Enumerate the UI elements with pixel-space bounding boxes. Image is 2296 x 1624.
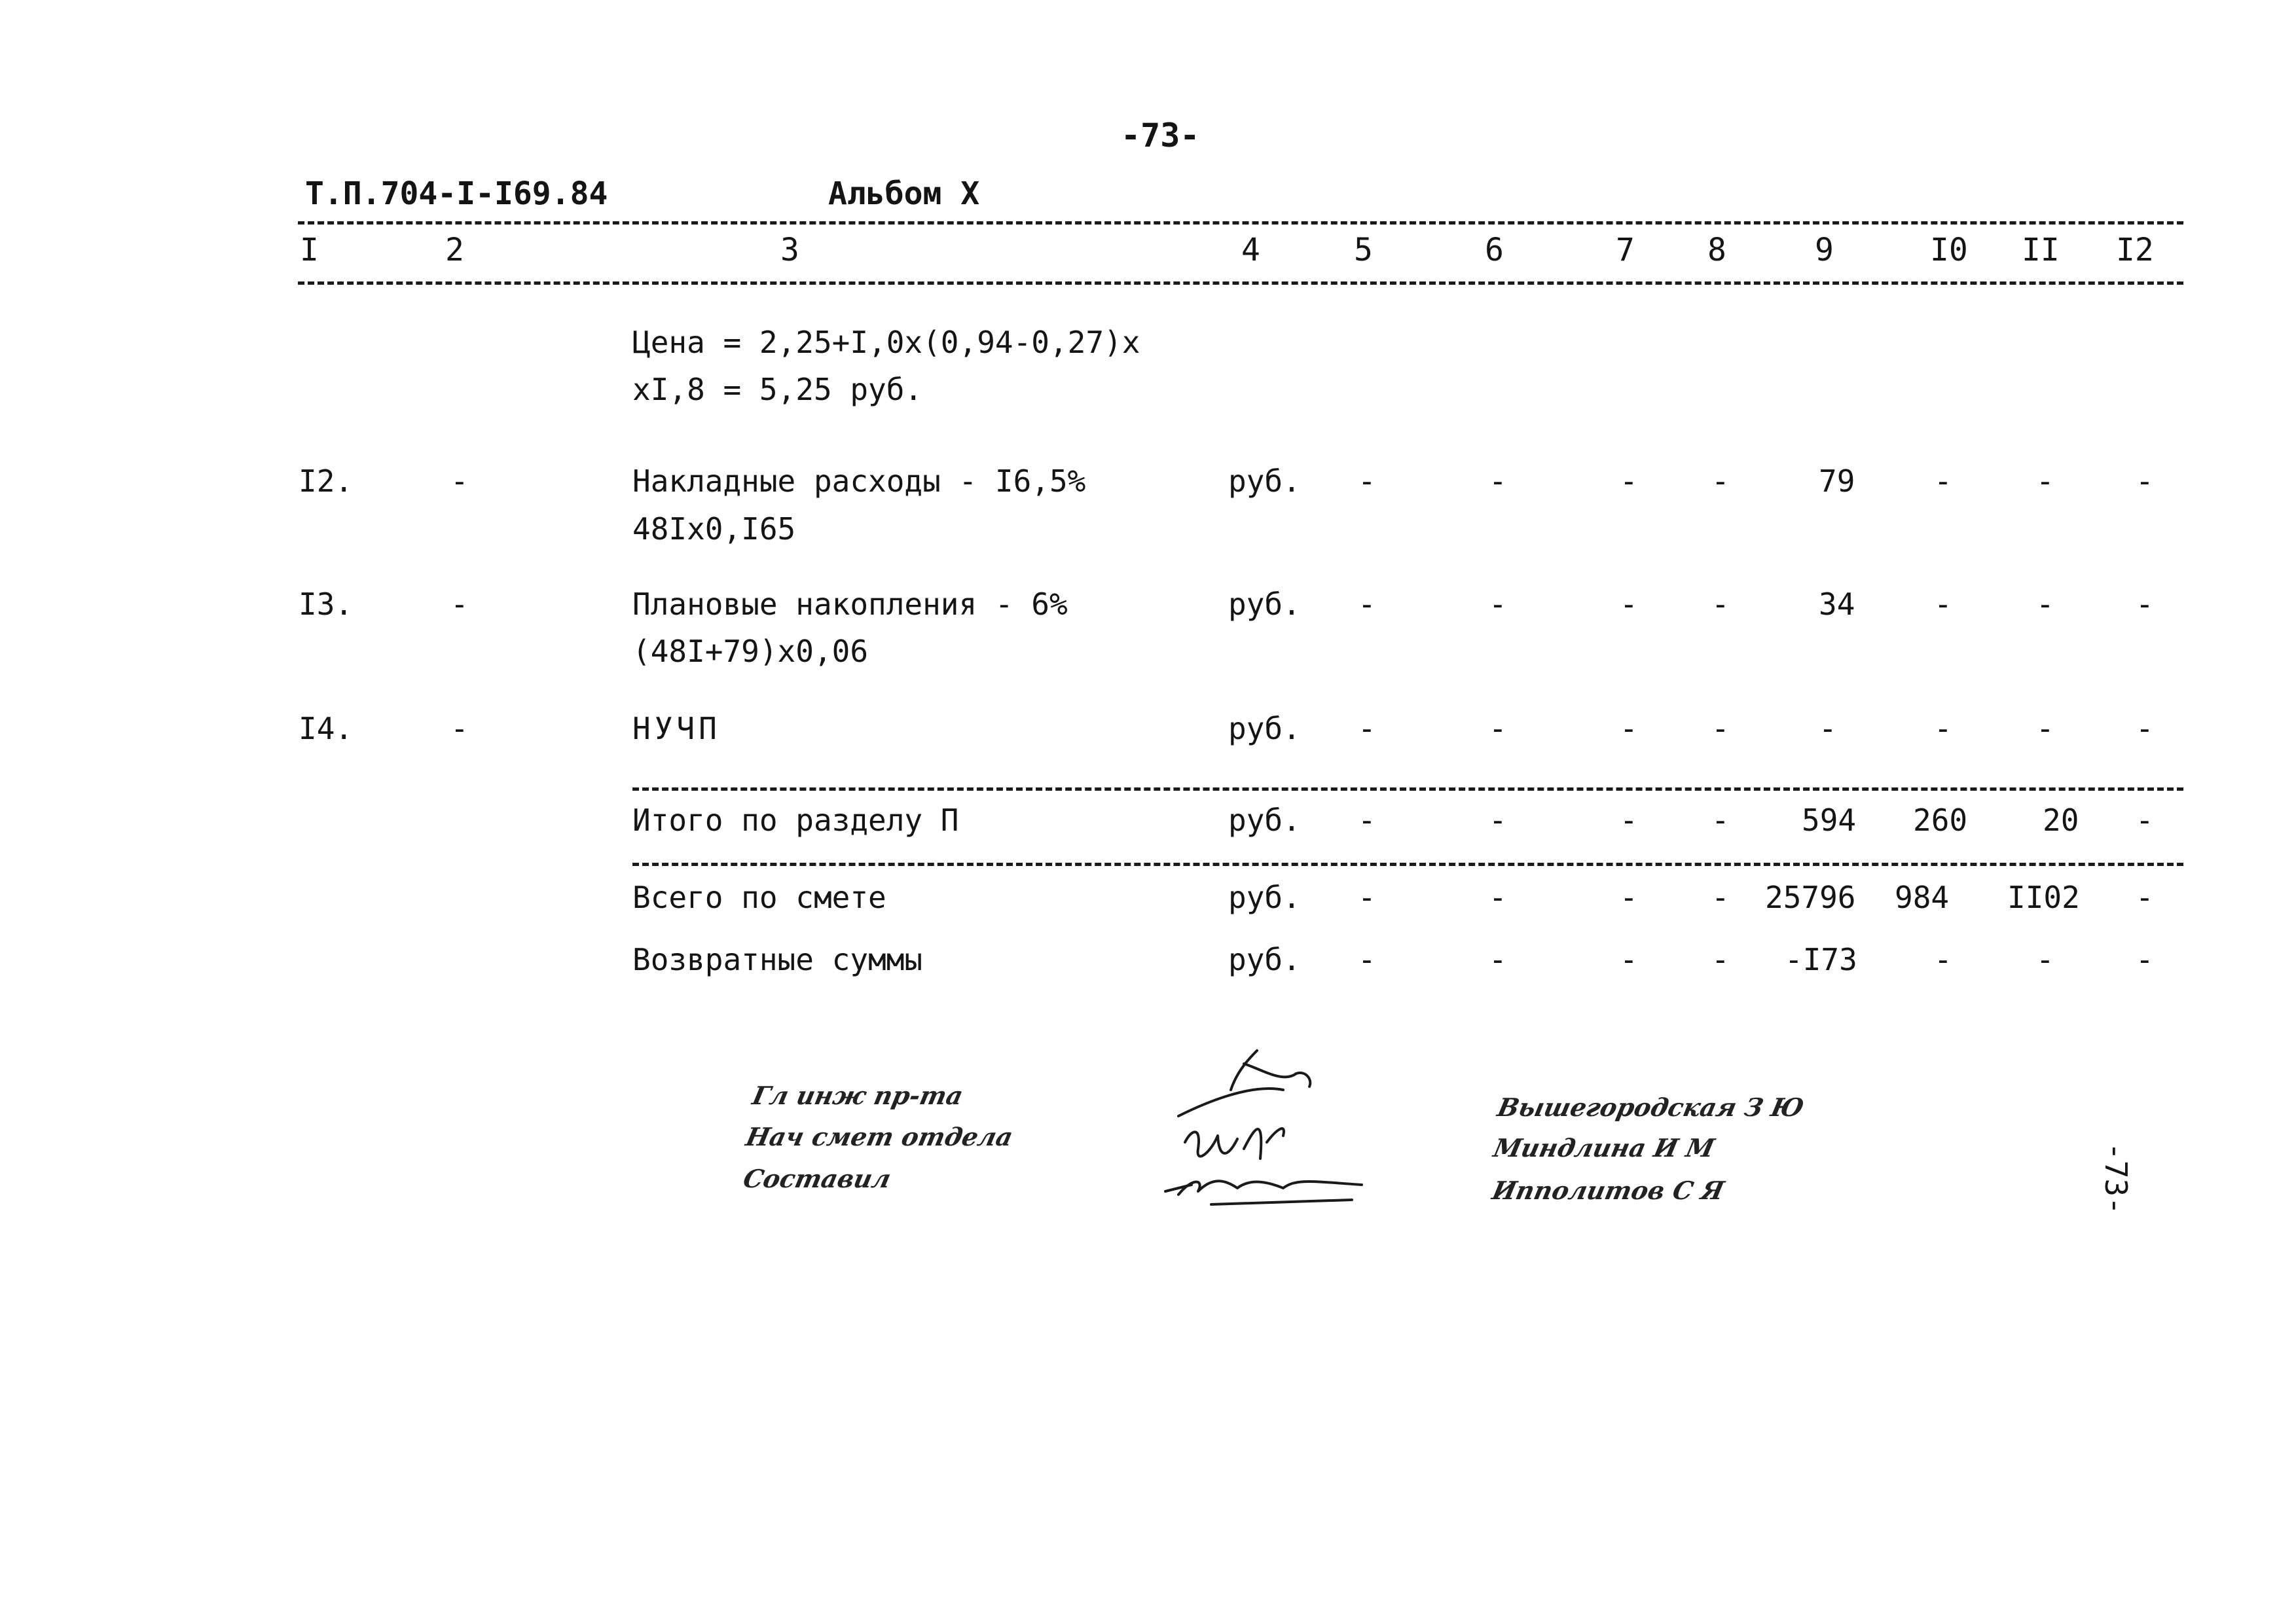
row-description: Накладные расходы - I6,5% [632,463,1086,499]
column-header: 2 [445,232,464,268]
total-col6: - [1489,942,1507,977]
signer-name: Вышегородская З Ю [1495,1092,1807,1122]
total-col8: - [1711,880,1730,915]
row-col12: - [2136,586,2154,622]
row-formula: (48I+79)x0,06 [632,634,869,669]
column-header: 5 [1354,232,1373,268]
row-col11: - [2036,586,2054,622]
signer-role: Составил [740,1164,894,1193]
row-col6: - [1489,711,1507,746]
total-col5: - [1358,880,1376,915]
signer-name: Миндлина И М [1491,1133,1717,1163]
row-col5: - [1358,711,1376,746]
column-header: 6 [1485,232,1504,268]
total-col10: 984 [1895,880,1950,915]
total-col8: - [1711,803,1730,838]
row-col9: - [1819,711,1837,746]
row-unit: руб. [1228,586,1301,622]
total-label: Всего по смете [632,880,886,915]
row-unit: руб. [1228,463,1301,499]
header-top-rule [298,221,2183,225]
row-code: - [450,711,469,746]
row-col6: - [1489,586,1507,622]
row-code: - [450,586,469,622]
price-formula-line2: xI,8 = 5,25 руб. [632,372,923,407]
total-col11: 20 [2043,803,2079,838]
row-col6: - [1489,463,1507,499]
total-col7: - [1620,880,1638,915]
total-col5: - [1358,803,1376,838]
document-code: Т.П.704-I-I69.84 [305,175,608,212]
total-col8: - [1711,942,1730,977]
total-col10: 260 [1913,803,1968,838]
column-header: I2 [2116,232,2154,268]
total-col9: -I73 [1785,942,1857,977]
total-col9: 594 [1802,803,1857,838]
margin-page-number: -73- [2098,1142,2134,1215]
total-col12: - [2136,803,2154,838]
total-label: Возвратные суммы [632,942,923,977]
grand-total-rule [632,863,2183,866]
row-col10: - [1934,586,1952,622]
total-col6: - [1489,880,1507,915]
row-unit: руб. [1228,711,1301,746]
row-code: - [450,463,469,499]
row-description: Плановые накопления - 6% [632,586,1068,622]
total-col9: 25796 [1765,880,1856,915]
signer-role: Гл инж пр-та [750,1081,966,1110]
row-col11: - [2036,463,2054,499]
total-col11: - [2036,942,2054,977]
row-col7: - [1620,463,1638,499]
column-header: 8 [1707,232,1726,268]
row-col9: 34 [1819,586,1855,622]
total-unit: руб. [1228,803,1301,838]
row-col12: - [2136,711,2154,746]
total-unit: руб. [1228,942,1301,977]
total-col7: - [1620,803,1638,838]
header-bottom-rule [298,281,2183,285]
column-header: 9 [1815,232,1834,268]
column-header: I0 [1930,232,1968,268]
row-col12: - [2136,463,2154,499]
total-col6: - [1489,803,1507,838]
row-number: I4. [299,711,354,746]
total-col10: - [1934,942,1952,977]
total-label: Итого по разделу П [632,803,959,838]
column-header: 3 [780,232,799,268]
total-col11: II02 [2007,880,2080,915]
row-col8: - [1711,711,1730,746]
row-description: НУЧП [632,711,721,746]
section-total-rule [632,787,2183,791]
total-col12: - [2136,880,2154,915]
price-formula-line1: Цена = 2,25+I,0x(0,94-0,27)x [632,325,1140,360]
row-col11: - [2036,711,2054,746]
row-col9: 79 [1819,463,1855,499]
total-col5: - [1358,942,1376,977]
signer-name: Ипполитов С Я [1489,1176,1727,1205]
column-header: 7 [1616,232,1635,268]
row-col5: - [1358,463,1376,499]
column-header: I [300,232,319,268]
total-col12: - [2136,942,2154,977]
row-formula: 48Ix0,I65 [632,511,796,547]
page-number: -73- [1121,117,1200,154]
row-col5: - [1358,586,1376,622]
row-number: I3. [299,586,354,622]
album-title: Альбом X [828,175,980,212]
column-header: II [2022,232,2060,268]
row-col7: - [1620,586,1638,622]
row-col10: - [1934,711,1952,746]
column-header: 4 [1241,232,1260,268]
signer-role: Нач смет отдела [743,1122,1016,1151]
row-col8: - [1711,586,1730,622]
row-col10: - [1934,463,1952,499]
row-number: I2. [299,463,354,499]
row-col7: - [1620,711,1638,746]
row-col8: - [1711,463,1730,499]
total-col7: - [1620,942,1638,977]
handwritten-signature [1152,1044,1368,1214]
total-unit: руб. [1228,880,1301,915]
